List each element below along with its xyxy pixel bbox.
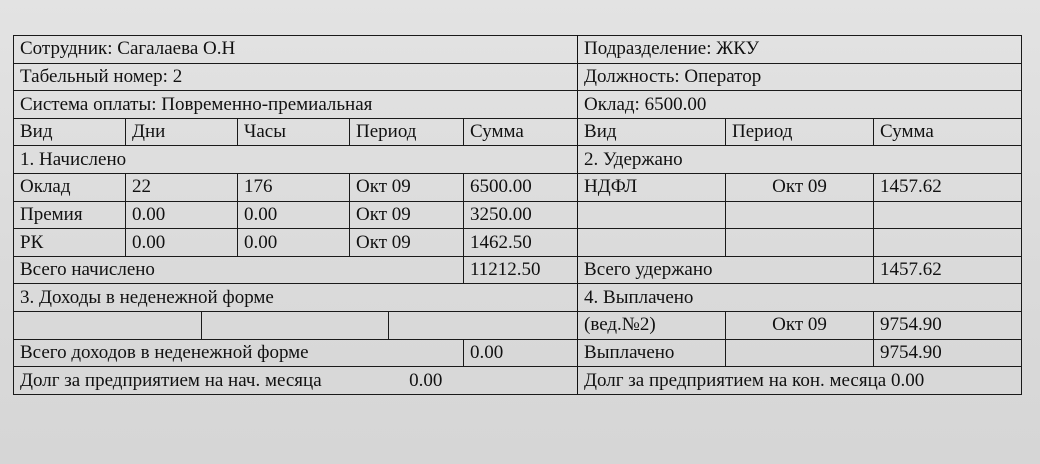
accrual-period: Окт 09 <box>350 174 464 202</box>
header-row-2 <box>14 63 1022 91</box>
accrual-period: Окт 09 <box>350 229 464 257</box>
base-salary: Оклад: 6500.00 <box>578 91 1022 119</box>
totals-row <box>14 256 1022 284</box>
table-row <box>14 312 1022 340</box>
col-header-period-right: Период <box>726 118 874 146</box>
pay-slip-table <box>13 35 1022 395</box>
withholding-sum: 1457.62 <box>874 174 1022 202</box>
section-paid-title: 4. Выплачено <box>578 284 1022 312</box>
debt-start-label: Долг за предприятием на нач. месяца <box>20 369 322 391</box>
col-header-hours: Часы <box>238 118 350 146</box>
in-kind-cell <box>201 312 388 339</box>
in-kind-empty-row <box>14 312 578 340</box>
accrual-sum: 3250.00 <box>464 201 578 229</box>
withholding-period <box>726 201 874 229</box>
header-row-1 <box>14 36 1022 64</box>
withholding-period: Окт 09 <box>726 174 874 202</box>
debt-row <box>14 367 1022 395</box>
withholding-type <box>578 229 726 257</box>
total-accrued-label: Всего начислено <box>14 256 464 284</box>
column-headers <box>14 118 1022 146</box>
withholding-sum <box>874 229 1022 257</box>
withholding-sum <box>874 201 1022 229</box>
accrual-days: 0.00 <box>126 229 238 257</box>
accrual-sum: 6500.00 <box>464 174 578 202</box>
withholding-type <box>578 201 726 229</box>
section-accrued-title: 1. Начислено <box>14 146 578 174</box>
department: Подразделение: ЖКУ <box>578 36 1022 64</box>
section-titles-1-2 <box>14 146 1022 174</box>
total-accrued-value: 11212.50 <box>464 256 578 284</box>
total-withheld-value: 1457.62 <box>874 256 1022 284</box>
table-row <box>14 174 1022 202</box>
accrual-type: Премия <box>14 201 126 229</box>
accrual-period: Окт 09 <box>350 201 464 229</box>
section-in-kind-title: 3. Доходы в неденежной форме <box>14 284 578 312</box>
accrual-hours: 0.00 <box>238 229 350 257</box>
col-header-sum-right: Сумма <box>874 118 1022 146</box>
total-in-kind-label: Всего доходов в неденежной форме <box>14 339 464 367</box>
table-row <box>14 201 1022 229</box>
paid-empty-cell <box>726 339 874 367</box>
paid-label: Выплачено <box>578 339 726 367</box>
in-kind-cell <box>388 312 577 339</box>
col-header-type: Вид <box>14 118 126 146</box>
in-kind-cells <box>14 312 577 339</box>
header-row-3 <box>14 91 1022 119</box>
payment-period: Окт 09 <box>726 312 874 340</box>
payment-statement: (вед.№2) <box>578 312 726 340</box>
payment-sum: 9754.90 <box>874 312 1022 340</box>
position: Должность: Оператор <box>578 63 1022 91</box>
debt-start-cell <box>14 367 578 395</box>
debt-start-value: 0.00 <box>409 369 443 391</box>
accrual-hours: 0.00 <box>238 201 350 229</box>
in-kind-cell <box>14 312 201 339</box>
col-header-period: Период <box>350 118 464 146</box>
debt-end-value: 0.00 <box>890 369 925 391</box>
debt-end-label: Долг за предприятием на кон. месяца <box>584 369 887 391</box>
tab-number: Табельный номер: 2 <box>14 63 578 91</box>
total-withheld-label: Всего удержано <box>578 256 874 284</box>
table-row <box>14 339 1022 367</box>
accrual-days: 22 <box>126 174 238 202</box>
paid-value: 9754.90 <box>874 339 1022 367</box>
pay-system: Система оплаты: Повременно-премиальная <box>14 91 578 119</box>
total-in-kind-value: 0.00 <box>464 339 578 367</box>
section-withheld-title: 2. Удержано <box>578 146 1022 174</box>
accrual-days: 0.00 <box>126 201 238 229</box>
col-header-sum: Сумма <box>464 118 578 146</box>
accrual-sum: 1462.50 <box>464 229 578 257</box>
accrual-hours: 176 <box>238 174 350 202</box>
accrual-type: Оклад <box>14 174 126 202</box>
accrual-type: РК <box>14 229 126 257</box>
col-header-days: Дни <box>126 118 238 146</box>
section-titles-3-4 <box>14 284 1022 312</box>
withholding-period <box>726 229 874 257</box>
table-row <box>14 229 1022 257</box>
withholding-type: НДФЛ <box>578 174 726 202</box>
employee-name: Сотрудник: Сагалаева О.Н <box>14 36 578 64</box>
col-header-type-right: Вид <box>578 118 726 146</box>
debt-end-cell <box>578 367 1022 395</box>
